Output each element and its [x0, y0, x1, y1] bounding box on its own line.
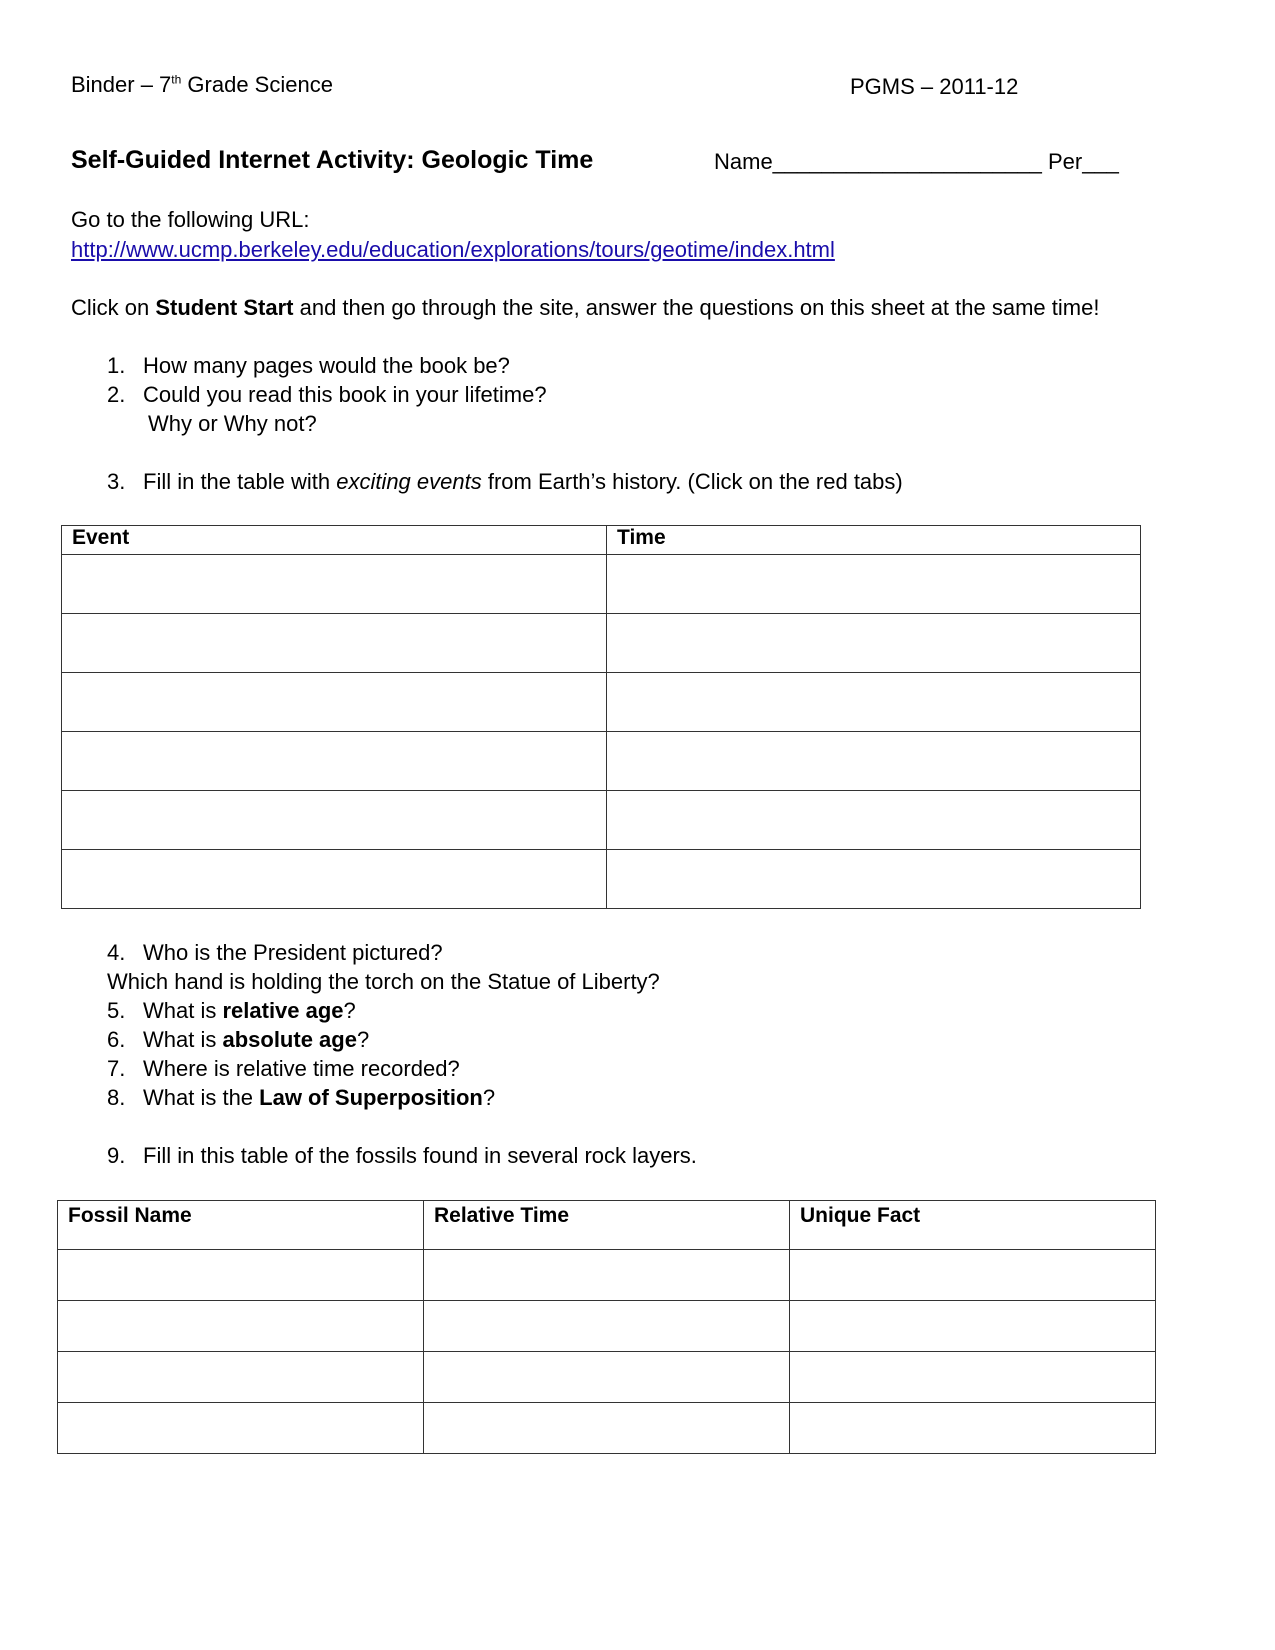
fossils-table [57, 1200, 1156, 1454]
url-intro: Go to the following URL: [71, 207, 310, 232]
event-cell[interactable] [62, 673, 607, 732]
time-cell[interactable] [607, 673, 1141, 732]
table-row [62, 732, 1141, 791]
question-7: 7. Where is relative time recorded? [107, 1056, 460, 1081]
question-1: 1. How many pages would the book be? [107, 353, 510, 378]
table-header-event: Event [62, 526, 607, 555]
event-cell[interactable] [62, 791, 607, 850]
unique-fact-cell[interactable] [790, 1250, 1156, 1301]
question-2-sub: Why or Why not? [148, 411, 317, 436]
question-5: 5. What is relative age? [107, 998, 356, 1023]
fossil-name-cell[interactable] [58, 1250, 424, 1301]
event-cell[interactable] [62, 614, 607, 673]
table-header-fossil-name: Fossil Name [58, 1201, 424, 1250]
question-2: 2. Could you read this book in your lifetime? [107, 382, 547, 407]
table-row [58, 1301, 1156, 1352]
question-8: 8. What is the Law of Superposition? [107, 1085, 496, 1110]
table-row [62, 791, 1141, 850]
table-header-relative-time: Relative Time [424, 1201, 790, 1250]
events-table [61, 525, 1141, 909]
time-cell[interactable] [607, 791, 1141, 850]
table-header-row [58, 1201, 1156, 1250]
event-cell[interactable] [62, 555, 607, 614]
relative-time-cell[interactable] [424, 1352, 790, 1403]
fossil-name-cell[interactable] [58, 1403, 424, 1454]
header-right: PGMS – 2011-12 [850, 74, 1019, 99]
table-row [62, 614, 1141, 673]
time-cell[interactable] [607, 614, 1141, 673]
fossil-name-cell[interactable] [58, 1352, 424, 1403]
relative-time-cell[interactable] [424, 1250, 790, 1301]
unique-fact-cell[interactable] [790, 1301, 1156, 1352]
question-3: 3. Fill in the table with exciting events from Earth’s history. (Click on the red tabs) [107, 469, 903, 494]
table-row [58, 1352, 1156, 1403]
relative-time-cell[interactable] [424, 1301, 790, 1352]
table-row [62, 555, 1141, 614]
question-9: 9. Fill in this table of the fossils found in several rock layers. [107, 1143, 697, 1168]
table-header-unique-fact: Unique Fact [790, 1201, 1156, 1250]
event-cell[interactable] [62, 732, 607, 791]
instruction: Click on Student Start and then go through the site, answer the questions on this sheet at the same time! [71, 295, 1100, 320]
question-6: 6. What is absolute age? [107, 1027, 370, 1052]
time-cell[interactable] [607, 850, 1141, 909]
question-4: 4. Who is the President pictured? [107, 940, 443, 965]
event-cell[interactable] [62, 850, 607, 909]
table-row [58, 1250, 1156, 1301]
relative-time-cell[interactable] [424, 1403, 790, 1454]
table-header-row [62, 526, 1141, 555]
fossil-name-cell[interactable] [58, 1301, 424, 1352]
question-4-sub: Which hand is holding the torch on the Statue of Liberty? [107, 969, 660, 994]
unique-fact-cell[interactable] [790, 1352, 1156, 1403]
table-row [62, 673, 1141, 732]
url-link[interactable]: http://www.ucmp.berkeley.edu/education/explorations/tours/geotime/index.html [71, 237, 835, 262]
time-cell[interactable] [607, 732, 1141, 791]
table-header-time: Time [607, 526, 1141, 555]
name-period-field: Name______________________ Per___ [714, 149, 1119, 174]
table-row [58, 1403, 1156, 1454]
time-cell[interactable] [607, 555, 1141, 614]
unique-fact-cell[interactable] [790, 1403, 1156, 1454]
page-title: Self-Guided Internet Activity: Geologic Time [71, 146, 594, 174]
table-row [62, 850, 1141, 909]
header-left: Binder – 7th Grade Science [71, 72, 333, 97]
